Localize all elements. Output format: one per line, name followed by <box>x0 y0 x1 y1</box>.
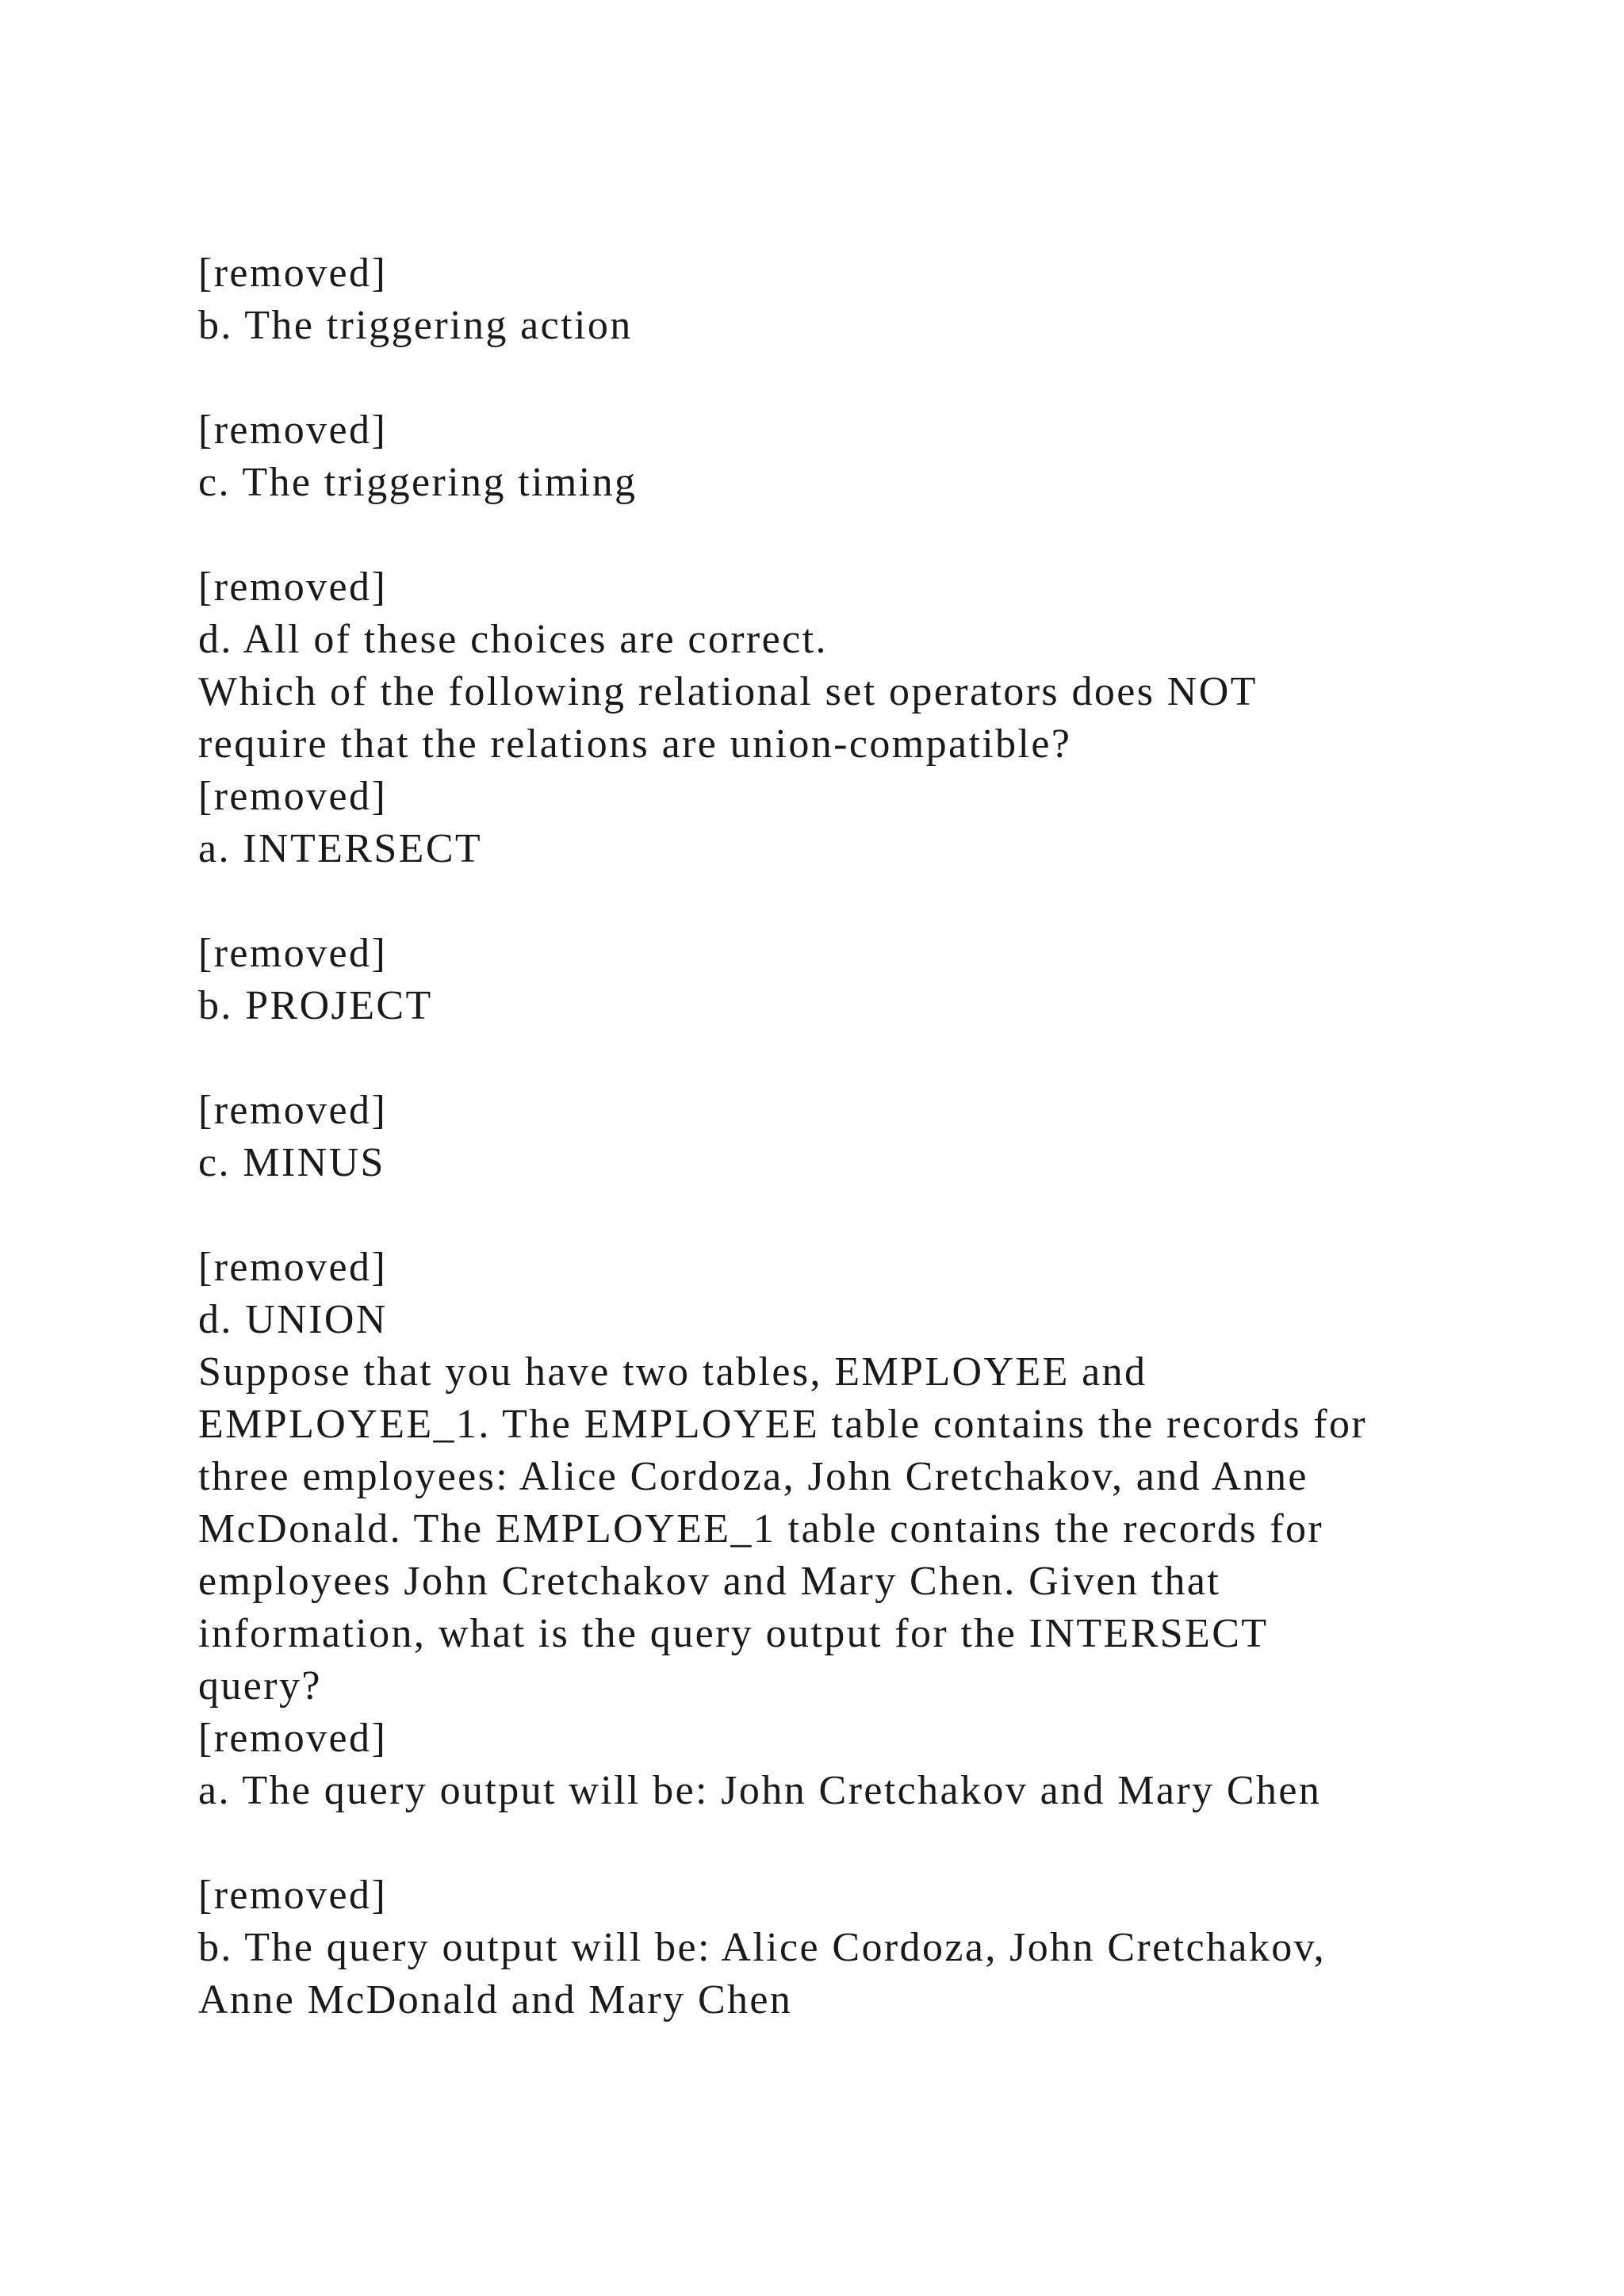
option-a-query-output: a. The query output will be: John Cretchakov and Mary Chen <box>198 1768 1322 1813</box>
option-c-minus: c. MINUS <box>198 1140 385 1185</box>
removed-marker: [removed] <box>198 564 388 610</box>
blank-line <box>198 1189 1483 1242</box>
question-text-line: Which of the following relational set operators does NOT <box>198 669 1258 714</box>
question-text-line: three employees: Alice Cordoza, John Cretchakov, and Anne <box>198 1454 1308 1499</box>
option-b-project: b. PROJECT <box>198 983 433 1028</box>
option-a-intersect: a. INTERSECT <box>198 826 483 871</box>
option-b-query-output: b. The query output will be: Alice Cordoza, John Cretchakov, <box>198 1925 1327 1970</box>
question-text-line: require that the relations are union-compatible? <box>198 721 1072 767</box>
removed-marker: [removed] <box>198 251 388 296</box>
option-b-query-output-continued: Anne McDonald and Mary Chen <box>198 1977 793 2022</box>
question-text-line: query? <box>198 1663 322 1709</box>
blank-line <box>198 509 1483 561</box>
blank-line <box>198 1032 1483 1085</box>
option-d-union: d. UNION <box>198 1297 388 1342</box>
question-text-line: information, what is the query output for the INTERSECT <box>198 1611 1269 1656</box>
question-text-line: Suppose that you have two tables, EMPLOYEE and <box>198 1349 1147 1395</box>
question-text-line: employees John Cretchakov and Mary Chen. Given that <box>198 1559 1221 1604</box>
removed-marker: [removed] <box>198 774 388 819</box>
option-b-triggering-action: b. The triggering action <box>198 303 633 348</box>
option-d-all-correct: d. All of these choices are correct. <box>198 617 828 662</box>
removed-marker: [removed] <box>198 1873 388 1918</box>
removed-marker: [removed] <box>198 1088 388 1133</box>
removed-marker: [removed] <box>198 1716 388 1761</box>
question-text-line: EMPLOYEE_1. The EMPLOYEE table contains the records for <box>198 1402 1368 1447</box>
option-c-triggering-timing: c. The triggering timing <box>198 460 638 505</box>
blank-line <box>198 875 1483 928</box>
document-page <box>198 247 1483 2026</box>
removed-marker: [removed] <box>198 408 388 453</box>
question-text-line: McDonald. The EMPLOYEE_1 table contains the records for <box>198 1506 1324 1552</box>
blank-line <box>198 352 1483 404</box>
removed-marker: [removed] <box>198 931 388 976</box>
blank-line <box>198 1817 1483 1869</box>
removed-marker: [removed] <box>198 1245 388 1290</box>
